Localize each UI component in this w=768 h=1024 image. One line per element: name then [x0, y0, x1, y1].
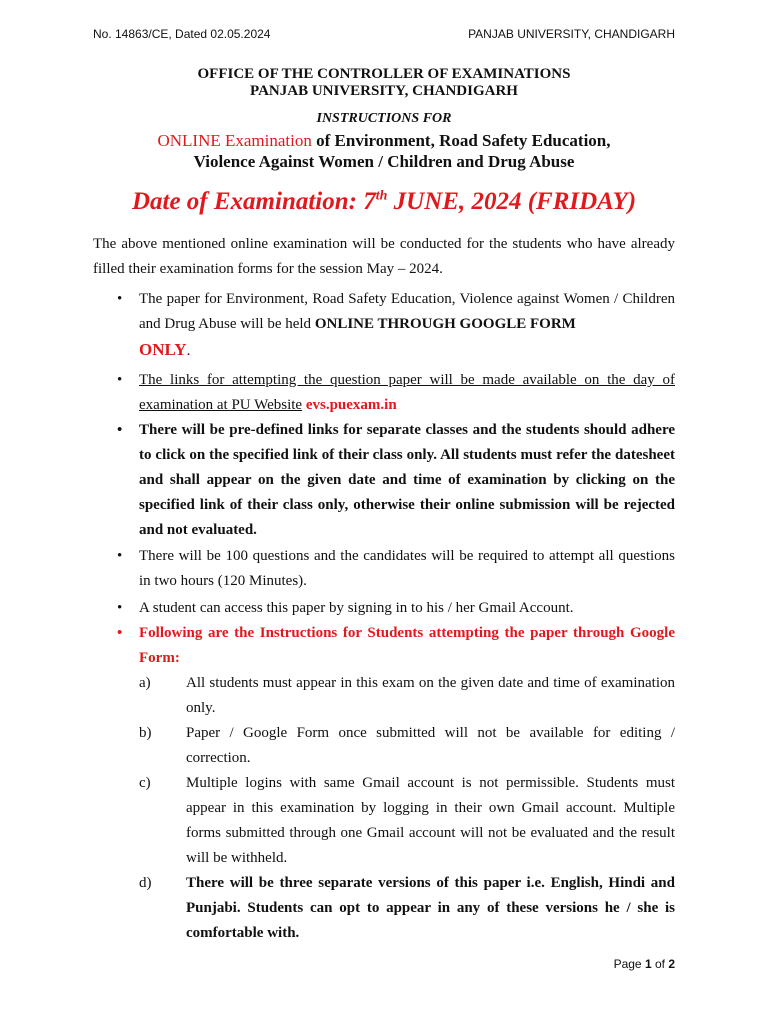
of-word: of — [651, 957, 669, 971]
b2-text: The links for attempting the question paper will be made available on the day of examination at PU Website — [139, 372, 675, 413]
b1-only: ONLY — [139, 340, 187, 359]
bullet-google-form — [139, 287, 675, 364]
sub-text: All students must appear in this exam on the given date and time of examination only. — [186, 675, 675, 716]
exam-subject-line-2: Violence Against Women / Children and Drug Abuse — [193, 152, 575, 171]
sub-item-c — [139, 771, 675, 871]
sub-item-d — [139, 871, 675, 946]
bullet-gmail: • A student can access this paper by signing in to his / her Gmail Account. — [139, 596, 675, 621]
b1-text: The paper for Environment, Road Safety Education, Violence against Women / Children and Drug Abuse will be held — [139, 291, 675, 332]
bullet-links — [139, 368, 675, 418]
sub-label: c) — [139, 775, 151, 791]
sub-label: b) — [139, 725, 152, 741]
sub-text: There will be three separate versions of this paper i.e. English, Hindi and Punjabi. Students can opt to appear in any of these versions he / she is comfortable with. — [186, 875, 675, 941]
online-examination: ONLINE Examination — [157, 131, 312, 150]
subject-1: of Environment, Road Safety Education, — [311, 131, 611, 150]
exam-subject-line-1 — [0, 130, 768, 151]
b1-end: . — [186, 343, 191, 359]
intro-paragraph: The above mentioned online examination will be conducted for the students who have already filled their examination forms for the session May – 2024. — [93, 236, 675, 277]
b1-bold: ONLINE THROUGH GOOGLE FORM — [314, 316, 576, 332]
total-pages: 2 — [668, 957, 675, 971]
current-page: 1 — [644, 957, 652, 971]
pu-website-link[interactable]: evs.puexam.in — [305, 397, 397, 413]
document-body — [93, 232, 675, 946]
sub-label: d) — [139, 875, 152, 891]
bullet-questions: • There will be 100 questions and the candidates will be required to attempt all questions in two hours (120 Minutes). — [139, 544, 675, 594]
bullet-google-form-instructions: • Following are the Instructions for Students attempting the paper through Google Form: — [139, 621, 675, 671]
sub-label: a) — [139, 675, 151, 691]
date-sup: th — [375, 188, 388, 204]
sub-text: Multiple logins with same Gmail account is not permissible. Students must appear in this examination by logging in their own Gmail account. Multiple forms submitted through one Gmail account will not be evaluated and the result will be withheld. — [186, 775, 675, 866]
bullet-predefined-links: • There will be pre-defined links for separate classes and the students should adhere to click on the specified link of their class only. All students must refer the datesheet and shall appear on the given date and time of examination by clicking on the specified link of their class only, otherwise their online submission will be rejected and not evaluated. — [139, 418, 675, 543]
page-word: Page — [613, 957, 645, 971]
office-title: OFFICE OF THE CONTROLLER OF EXAMINATIONS — [197, 66, 571, 82]
page-number — [614, 957, 675, 971]
sub-item-b — [139, 721, 675, 771]
instructions-for: INSTRUCTIONS FOR — [316, 111, 452, 126]
university-title: PANJAB UNIVERSITY, CHANDIGARH — [250, 83, 518, 99]
date-suffix: JUNE, 2024 (FRIDAY) — [387, 188, 637, 215]
sub-item-a — [139, 671, 675, 721]
reference-number: No. 14863/CE, Dated 02.05.2024 — [93, 27, 271, 41]
exam-date — [0, 186, 768, 218]
header-organization: PANJAB UNIVERSITY, CHANDIGARH — [468, 27, 675, 41]
sub-text: Paper / Google Form once submitted will not be available for editing / correction. — [186, 725, 675, 766]
date-prefix: Date of Examination: 7 — [131, 188, 376, 215]
